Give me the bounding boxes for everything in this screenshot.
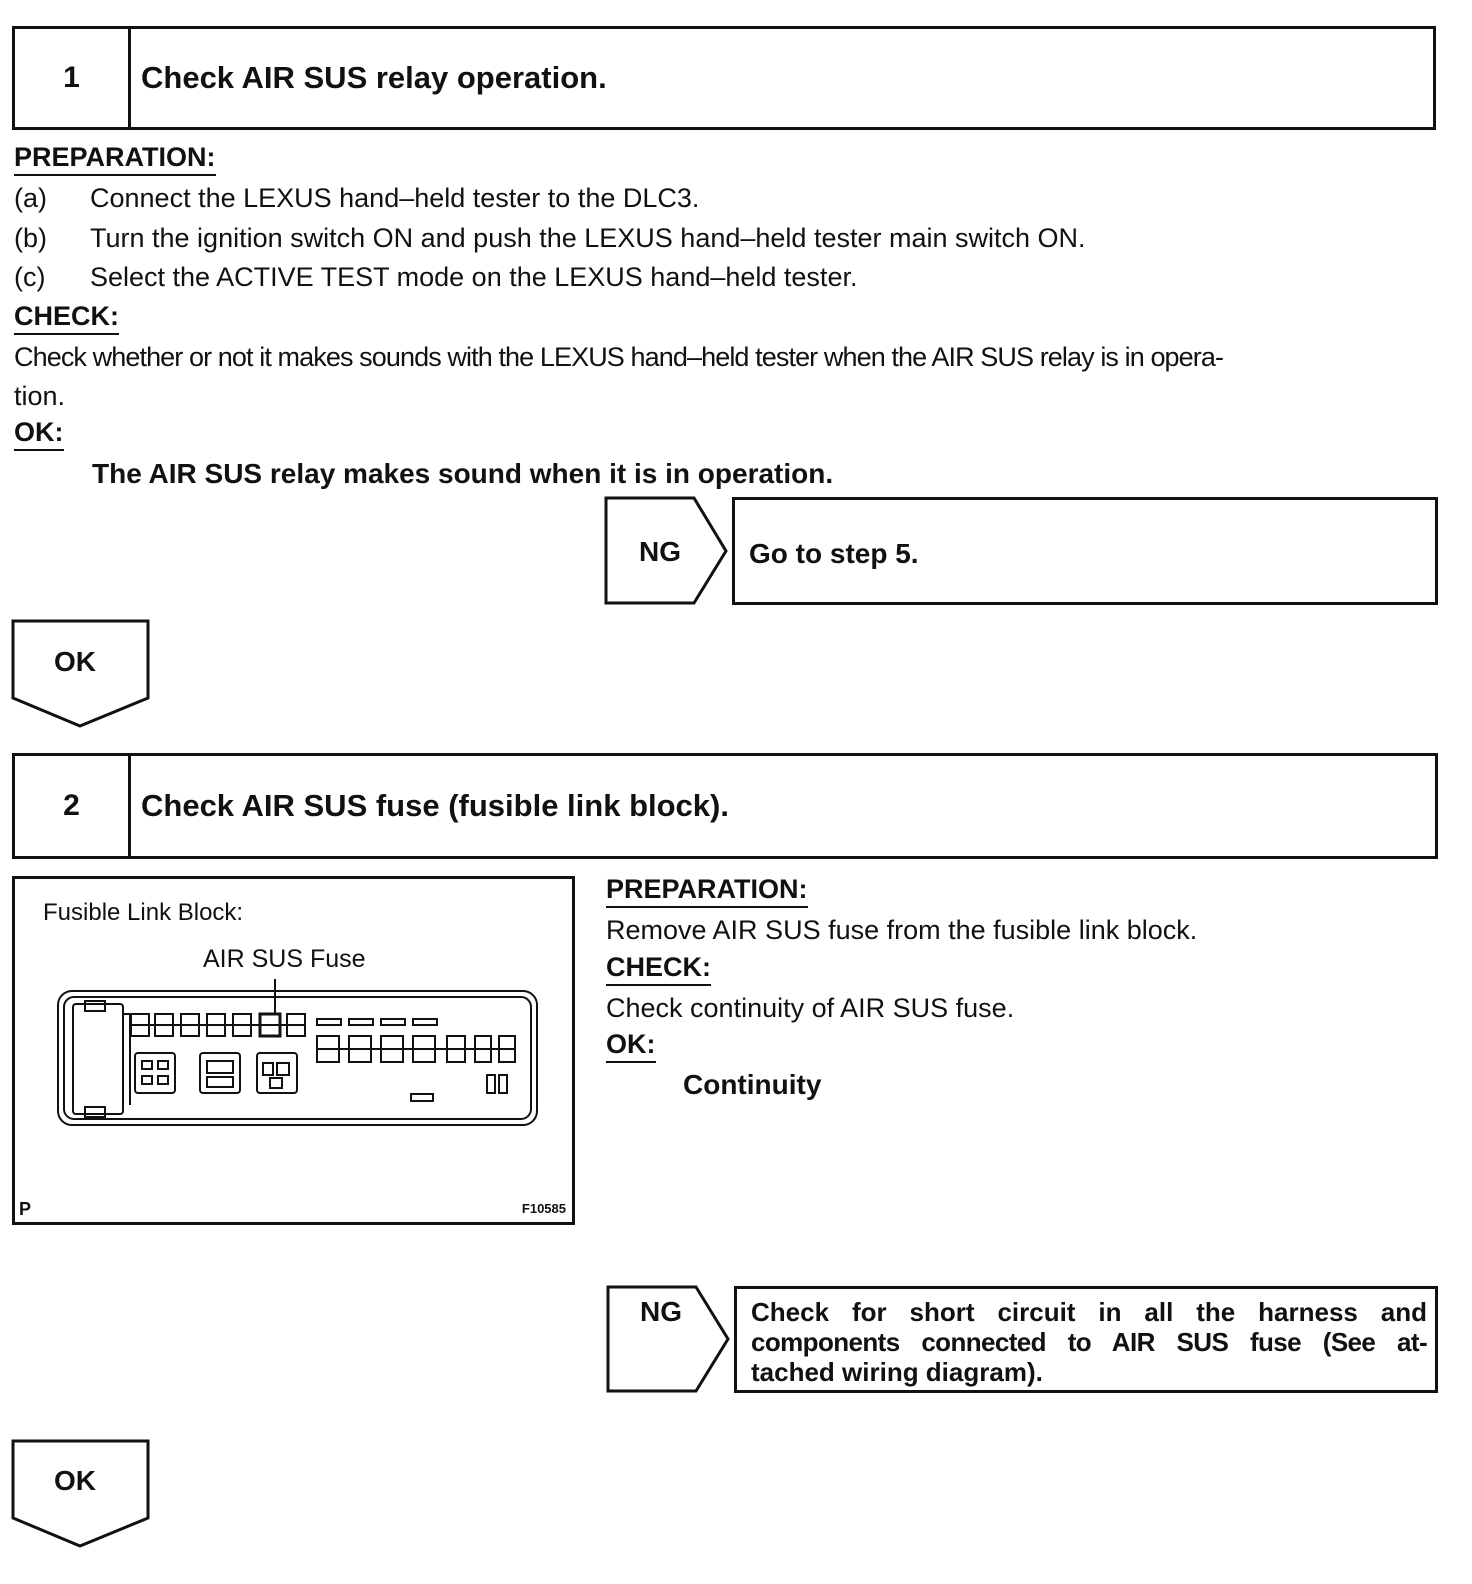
list-item-tag: (b) <box>14 223 47 253</box>
preparation-label: PREPARATION: <box>14 143 216 176</box>
ng-result-line: Check for short circuit in all the harness and <box>751 1297 1427 1327</box>
ng-label: NG <box>639 536 681 567</box>
ng-label: NG <box>640 1296 682 1327</box>
ok-flow-label: OK <box>54 646 96 677</box>
list-item-tag: (a) <box>14 183 47 213</box>
ok-condition: Continuity <box>683 1069 822 1100</box>
ng-result-line: components connected to AIR SUS fuse (See at- <box>751 1327 1427 1357</box>
figure-callout: AIR SUS Fuse <box>203 945 366 973</box>
step-title: Check AIR SUS fuse (fusible link block). <box>141 788 729 823</box>
fusible-link-block-diagram <box>15 879 572 1222</box>
ng-result-box <box>734 1286 1438 1393</box>
check-section <box>606 953 711 986</box>
preparation-text: Remove AIR SUS fuse from the fusible link block. <box>606 915 1198 945</box>
list-item <box>14 223 1086 254</box>
figure-corner-label: P <box>19 1199 32 1219</box>
ok-section <box>606 1030 656 1063</box>
check-text-line: Check whether or not it makes sounds with the LEXUS hand–held tester when the AIR SUS relay is in opera- <box>14 342 1224 372</box>
list-item-text: Turn the ignition switch ON and push the LEXUS hand–held tester main switch ON. <box>90 223 1086 253</box>
ok-flow-label: OK <box>54 1465 96 1496</box>
check-text: Check continuity of AIR SUS fuse. <box>606 993 1015 1023</box>
fusible-link-block-figure <box>12 876 575 1225</box>
step-2-header <box>12 753 1438 859</box>
list-item <box>14 262 857 293</box>
figure-title: Fusible Link Block: <box>43 899 244 926</box>
ok-section <box>14 418 64 451</box>
preparation-label: PREPARATION: <box>606 875 808 908</box>
figure-code: F10585 <box>521 1201 566 1216</box>
preparation-section <box>606 875 808 908</box>
list-item-text: Select the ACTIVE TEST mode on the LEXUS hand–held tester. <box>90 262 858 292</box>
step-title: Check AIR SUS relay operation. <box>141 60 607 95</box>
check-section <box>14 302 119 335</box>
check-label: CHECK: <box>14 302 119 335</box>
ng-result-line: tached wiring diagram). <box>751 1357 1043 1387</box>
list-item <box>14 183 699 214</box>
list-item-tag: (c) <box>14 262 46 292</box>
check-label: CHECK: <box>606 953 711 986</box>
step-number: 1 <box>15 29 131 127</box>
ok-condition: The AIR SUS relay makes sound when it is in operation. <box>92 458 834 489</box>
ok-label: OK: <box>14 418 64 451</box>
ng-result-box <box>732 497 1438 605</box>
step-1-header <box>12 26 1436 130</box>
ok-label: OK: <box>606 1030 656 1063</box>
step-number: 2 <box>15 756 131 856</box>
check-text-line: tion. <box>14 381 66 411</box>
preparation-section <box>14 143 216 176</box>
list-item-text: Connect the LEXUS hand–held tester to the DLC3. <box>90 183 700 213</box>
ng-result-text: Go to step 5. <box>749 538 919 569</box>
